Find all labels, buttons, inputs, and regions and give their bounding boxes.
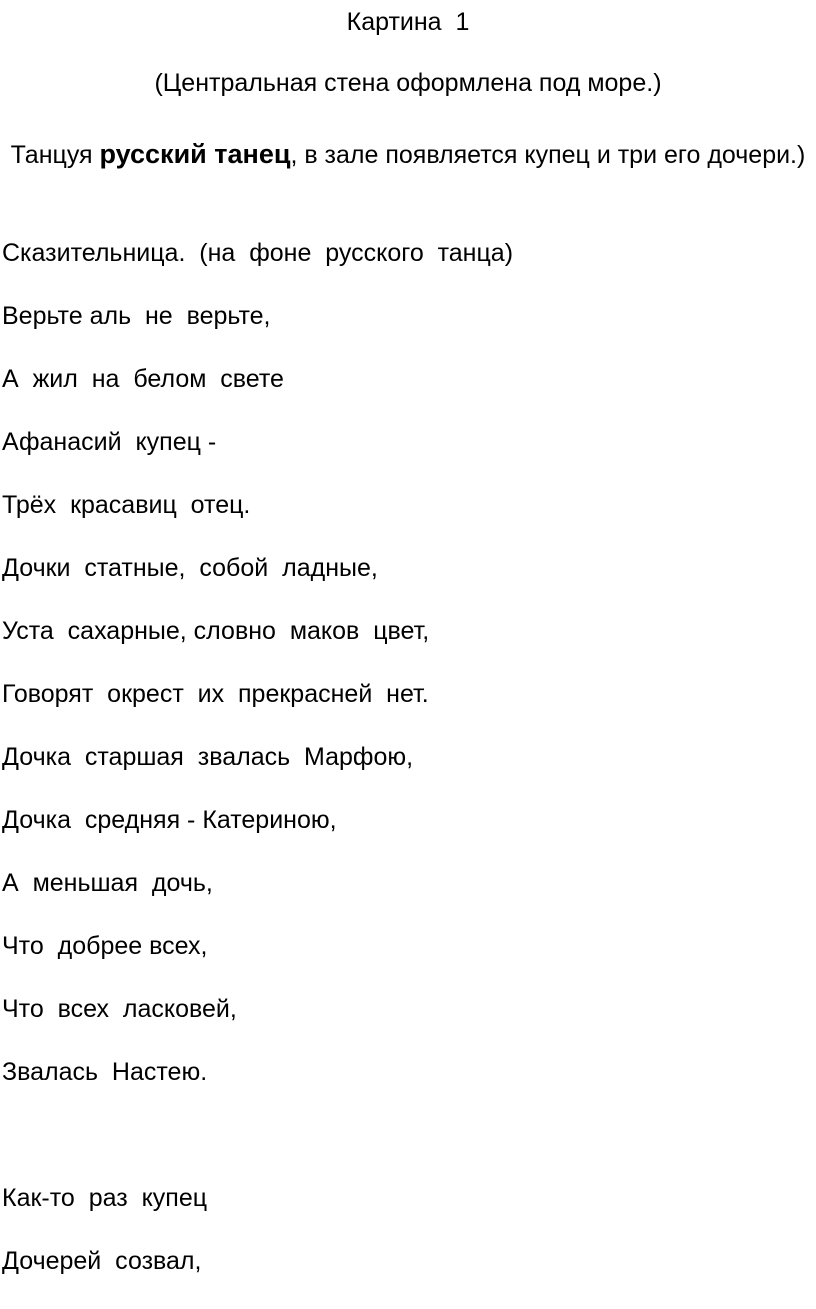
intro-text-after: , в зале появляется купец и три его дочери.) [290, 141, 806, 169]
verse-block [0, 238, 816, 1309]
verse-line: Говорят окрест их прекрасней нет. [2, 680, 429, 708]
verse-line: А меньшая дочь, [2, 869, 213, 897]
verse-line: Сказительница. (на фоне русского танца) [2, 239, 514, 267]
intro-text-before: Танцуя [10, 141, 100, 169]
verse-line: Звалась Настею. [2, 1058, 208, 1086]
stage-direction: (Центральная стена оформлена под море.) [154, 69, 662, 97]
verse-line: А жил на белом свете [2, 365, 284, 393]
scene-heading: Картина 1 [346, 8, 470, 36]
intro-paragraph [0, 129, 816, 180]
verse-line: Дочка старшая звалась Марфою, [2, 743, 414, 771]
verse-line: Что всех ласковей, [2, 995, 237, 1023]
verse-line: Трёх красавиц отец. [2, 491, 251, 519]
verse-line: Верьте аль не верьте, [2, 302, 271, 330]
verse-line: Что добрее всех, [2, 932, 208, 960]
verse-line: Как-то раз купец [2, 1184, 208, 1212]
verse-line: Дочки статные, собой ладные, [2, 554, 378, 582]
verse-line: Афанасий купец - [2, 428, 217, 456]
verse-line: Дочерей созвал, [2, 1247, 202, 1275]
verse-line: Уста сахарные, словно маков цвет, [2, 617, 430, 645]
intro-bold-dance: русский танец [99, 139, 291, 169]
verse-line: Дочка средняя - Катериною, [2, 806, 337, 834]
